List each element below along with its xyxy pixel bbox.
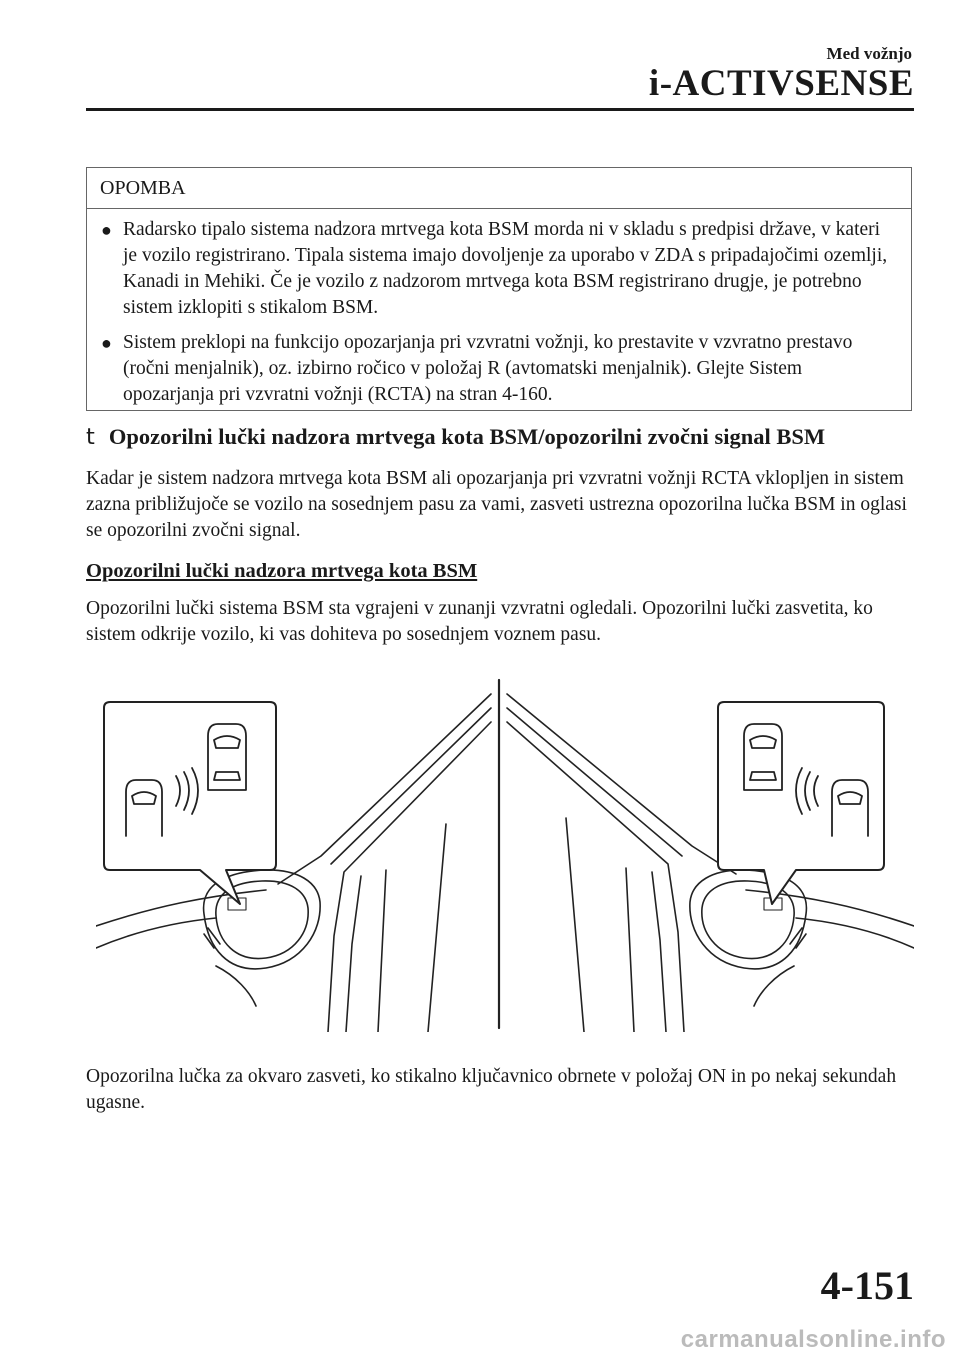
right-callout bbox=[718, 702, 884, 904]
bullet-icon: ● bbox=[101, 333, 112, 353]
section-heading-text: Opozorilni lučki nadzora mrtvega kota BSM/opozorilni zvočni signal BSM bbox=[108, 424, 826, 449]
note-item bbox=[87, 217, 911, 321]
subheading: Opozorilni lučki nadzora mrtvega kota BSM bbox=[86, 560, 478, 582]
header-section: Med vožnjo bbox=[826, 44, 912, 63]
header-rule bbox=[86, 108, 914, 111]
after-figure-paragraph: Opozorilna lučka za okvaro zasveti, ko stikalno ključavnico obrnete v položaj ON in po nekaj sekundah ugasne. bbox=[86, 1066, 897, 1113]
intro-paragraph: Kadar je sistem nadzora mrtvega kota BSM ali opozarjanja pri vzvratni vožnji RCTA vklopljen in sistem zazna približujoče se vozilo na sosednjem pasu za vami, zasveti ustrezna opozorilna lučka BSM in oglasi se opozorilni zvočni signal. bbox=[86, 468, 907, 541]
note-title: OPOMBA bbox=[87, 168, 911, 209]
bullet-icon: ● bbox=[101, 220, 112, 240]
watermark: carmanualsonline.info bbox=[680, 1326, 946, 1353]
note-list bbox=[87, 209, 911, 408]
header-title: i-ACTIVSENSE bbox=[648, 63, 914, 104]
section-heading bbox=[86, 424, 825, 450]
note-item-text: Radarsko tipalo sistema nadzora mrtvega kota BSM morda ni v skladu s predpisi države, v kateri je vozilo registrirano. Tipala sistema imajo dovoljenje za uporabo v ZDA s pripadajočimi ozemlji, Kanadi in Mehiki. Če je vozilo z nadzorom mrtvega kota BSM registrirano drugje, je potrebno sistem izklopiti s stikalom BSM. bbox=[123, 219, 888, 318]
note-item-text: Sistem preklopi na funkcijo opozarjanja pri vzvratni vožnji, ko prestavite v vzvratno prestavo (ročni menjalnik), oz. izbirno ročico v položaj R (avtomatski menjalnik). Glejte Sistem opozarjanja pri vzvratni vožnji (RCTA) na stran 4-160. bbox=[123, 332, 853, 405]
left-callout bbox=[104, 702, 276, 904]
mirror-illustration bbox=[96, 676, 914, 1032]
section-marker-icon: t bbox=[86, 424, 95, 450]
sub-paragraph: Opozorilni lučki sistema BSM sta vgrajeni v zunanji vzvratni ogledali. Opozorilni lučki zasvetita, ko sistem odkrije vozilo, ki vas dohiteva po sosednjem voznem pasu. bbox=[86, 598, 873, 645]
page-number: 4-151 bbox=[820, 1263, 914, 1308]
note-item bbox=[87, 330, 911, 408]
note-box bbox=[86, 167, 912, 411]
